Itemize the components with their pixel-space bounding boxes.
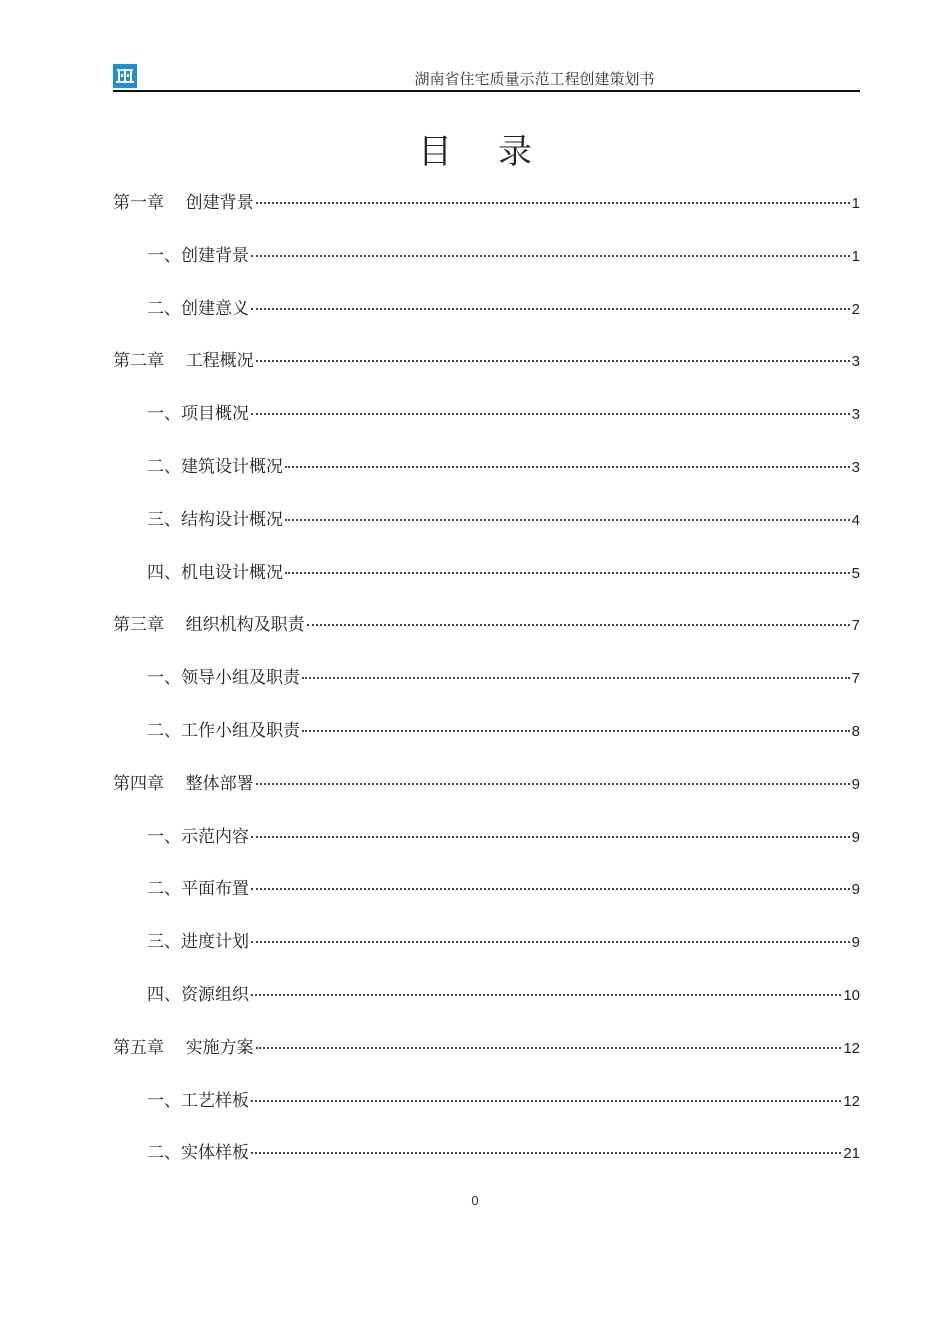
toc-dot-leader (307, 624, 850, 626)
toc-entry-label: 四、机电设计概况 (147, 562, 283, 583)
toc-section-entry[interactable] (113, 558, 860, 611)
toc-entry-page: 7 (851, 617, 860, 635)
toc-entry-label: 二、工作小组及职责 (147, 720, 300, 741)
toc-dot-leader (251, 994, 841, 996)
toc-entry-label: 第四章 整体部署 (113, 773, 254, 794)
toc-chapter-entry[interactable] (113, 769, 860, 822)
toc-section-entry[interactable] (113, 1138, 860, 1191)
toc-dot-leader (285, 466, 850, 468)
toc-dot-leader (251, 836, 850, 838)
toc-dot-leader (285, 572, 850, 574)
toc-dot-leader (251, 888, 850, 890)
toc-dot-leader (251, 255, 850, 257)
toc-entry-label: 二、实体样板 (147, 1143, 249, 1164)
toc-entry-page: 9 (851, 828, 860, 846)
toc-entry-label: 第三章 组织机构及职责 (113, 615, 305, 636)
toc-section-entry[interactable] (113, 663, 860, 716)
toc-dot-leader (256, 1047, 842, 1049)
toc-dot-leader (285, 519, 850, 521)
toc-chapter-entry[interactable] (113, 188, 860, 241)
toc-entry-label: 二、建筑设计概况 (147, 456, 283, 477)
toc-entry-page: 3 (851, 458, 860, 476)
toc-entry-page: 1 (851, 247, 860, 265)
toc-entry-label: 一、示范内容 (147, 826, 249, 847)
toc-dot-leader (256, 202, 850, 204)
document-title: 湖南省住宅质量示范工程创建策划书 (414, 70, 655, 88)
toc-entry-label: 四、资源组织 (147, 984, 249, 1005)
toc-section-entry[interactable] (113, 874, 860, 927)
toc-entry-label: 一、项目概况 (147, 404, 249, 425)
toc-entry-page: 7 (851, 670, 860, 688)
toc-entry-label: 第二章 工程概况 (113, 351, 254, 372)
toc-entry-page: 12 (843, 1092, 860, 1110)
toc-dot-leader (256, 783, 850, 785)
toc-entry-page: 2 (851, 300, 860, 318)
toc-section-entry[interactable] (113, 452, 860, 505)
page-number: 0 (471, 1193, 479, 1208)
toc-heading: 目录 (418, 132, 578, 172)
toc-entry-label: 一、工艺样板 (147, 1090, 249, 1111)
toc-entry-page: 3 (851, 353, 860, 371)
toc-entry-label: 一、创建背景 (147, 245, 249, 266)
toc-entry-label: 三、进度计划 (147, 932, 249, 953)
toc-dot-leader (302, 730, 850, 732)
page-header (113, 64, 860, 92)
toc-dot-leader (302, 677, 850, 679)
toc-entry-page: 1 (851, 195, 860, 212)
toc-entry-page: 5 (851, 564, 860, 582)
toc-entry-page: 9 (851, 775, 860, 793)
toc-dot-leader (251, 413, 850, 415)
toc-dot-leader (251, 1152, 841, 1154)
toc-chapter-entry[interactable] (113, 346, 860, 399)
toc-entry-page: 10 (843, 986, 860, 1004)
toc-entry-label: 二、创建意义 (147, 298, 249, 319)
toc-section-entry[interactable] (113, 241, 860, 294)
toc-entry-label: 第一章 创建背景 (113, 193, 254, 213)
toc-entry-label: 一、领导小组及职责 (147, 668, 300, 689)
toc-entry-page: 12 (843, 1039, 860, 1057)
toc-chapter-entry[interactable] (113, 1033, 860, 1086)
toc-section-entry[interactable] (113, 822, 860, 875)
toc-dot-leader (251, 941, 850, 943)
toc-section-entry[interactable] (113, 505, 860, 558)
toc-dot-leader (256, 360, 850, 362)
toc-entry-page: 9 (851, 934, 860, 952)
toc-section-entry[interactable] (113, 1086, 860, 1139)
toc-entry-page: 21 (843, 1145, 860, 1163)
toc-section-entry[interactable] (113, 399, 860, 452)
toc-entry-label: 第五章 实施方案 (113, 1037, 254, 1058)
toc-section-entry[interactable] (113, 927, 860, 980)
toc-dot-leader (251, 1100, 841, 1102)
toc-section-entry[interactable] (113, 294, 860, 347)
toc-entry-label: 二、平面布置 (147, 879, 249, 900)
toc-section-entry[interactable] (113, 716, 860, 769)
toc-dot-leader (251, 308, 850, 310)
table-of-contents (113, 188, 860, 1191)
toc-entry-page: 9 (851, 881, 860, 899)
toc-section-entry[interactable] (113, 980, 860, 1033)
toc-entry-label: 三、结构设计概况 (147, 509, 283, 530)
toc-entry-page: 3 (851, 406, 860, 424)
toc-entry-page: 8 (851, 722, 860, 740)
toc-entry-page: 4 (851, 511, 860, 529)
toc-chapter-entry[interactable] (113, 610, 860, 663)
